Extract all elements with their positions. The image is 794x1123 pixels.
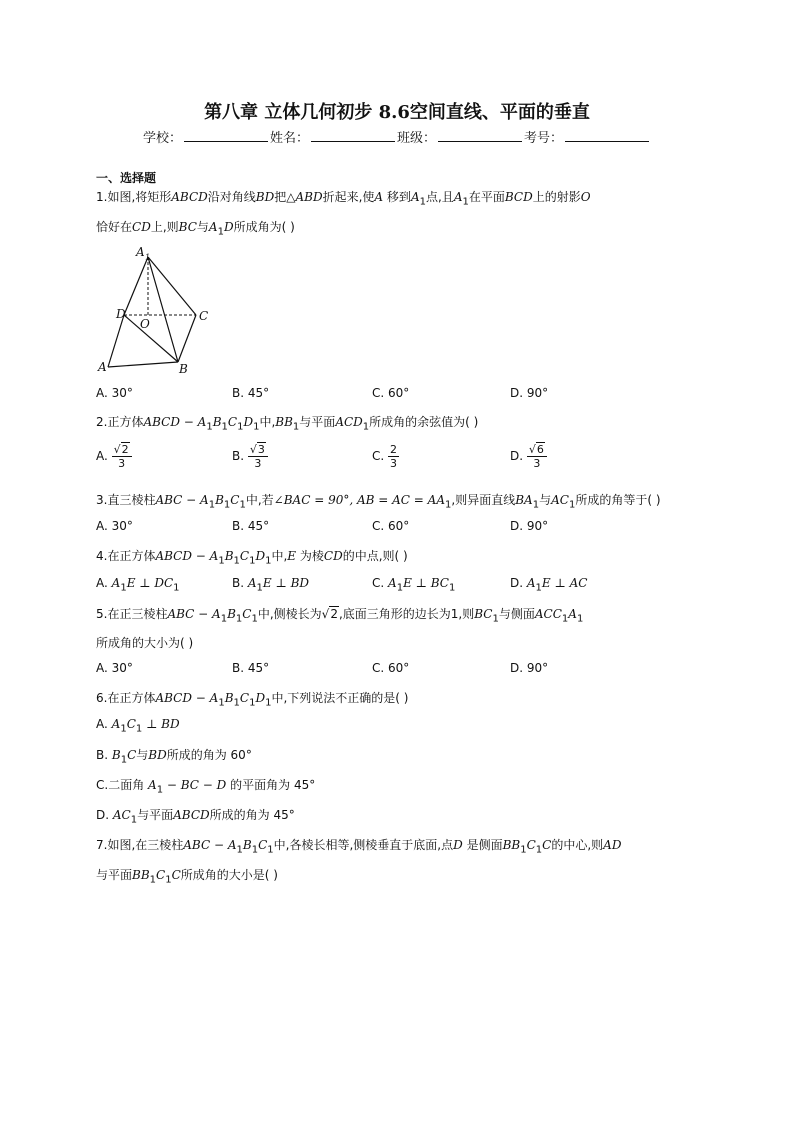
q4-option-c[interactable]: C. $A_1E$ ⊥ $BC_1$	[372, 576, 456, 594]
q3-option-c[interactable]: C. 60°	[372, 519, 410, 533]
question-2: 2.正方体ABCD − $A_1B_1C_1D_1$中$,BB_1$与平面$ACD_1$所成角的余弦值为( )	[96, 415, 479, 433]
label-a1-sub: 1	[145, 253, 151, 262]
label-a: A	[98, 360, 107, 374]
question-4: 4.在正方体ABCD − $A_1B_1C_1D_1$中,E 为棱CD的中点,则( )	[96, 549, 408, 567]
question-1-line-2: 恰好在CD上,则BC与$A_1D$所成角为( )	[96, 220, 295, 238]
q2-option-d[interactable]: D. $\frac{√6}{3}$	[510, 443, 547, 470]
page-title: 第八章 立体几何初步 8.6空间直线、平面的垂直	[204, 102, 590, 123]
q1-option-b[interactable]: B. 45°	[232, 386, 270, 400]
q5-option-c[interactable]: C. 60°	[372, 661, 410, 675]
q5-option-b[interactable]: B. 45°	[232, 661, 270, 675]
question-7-line-1: 7.如图,在三棱柱ABC − $A_1B_1C_1$中,各棱长相等,侧棱垂直于底面,点D 是侧面$BB_1C_1C$的中心,则AD	[96, 838, 622, 856]
class-label: 班级：	[397, 131, 437, 146]
q2-option-c[interactable]: C. $\frac{2}{3}$	[372, 443, 398, 470]
question-5-line-1: 5.在正三棱柱ABC − $A_1B_1C_1$中,侧棱长为√2,底面三角形的边长为1,则$BC_1$与侧面$ACC_1A_1$	[96, 607, 584, 625]
q4-option-d[interactable]: D. $A_1E$ ⊥ AC	[510, 576, 588, 594]
q6-option-d[interactable]: D. $AC_1$与平面ABCD所成的角为 45°	[96, 808, 295, 826]
q3-option-d[interactable]: D. 90°	[510, 519, 549, 533]
student-info-row	[0, 127, 794, 146]
label-o: O	[140, 317, 150, 331]
q3-option-b[interactable]: B. 45°	[232, 519, 270, 533]
q2-option-b[interactable]: B. $\frac{√3}{3}$	[232, 443, 268, 470]
question-3: 3.直三棱柱ABC − $A_1B_1C_1$中,若∠BAC = 90°, AB = AC = $AA_1$,则异面直线$BA_1$与$AC_1$所成的角等于( )	[96, 493, 661, 511]
school-label: 学校：	[142, 131, 182, 146]
q1-option-a[interactable]: A. 30°	[96, 386, 133, 400]
question-7-line-2: 与平面$BB_1C_1C$所成角的大小是( )	[96, 868, 278, 886]
q2-option-a[interactable]: A. $\frac{√2}{3}$	[96, 443, 132, 470]
label-b: B	[179, 362, 188, 375]
question-1-line-1: 1.如图,将矩形ABCD沿对角线BD把△ABD折起来,使A 移到$A_1$点,且$A_1$在平面BCD上的射影O	[96, 190, 591, 208]
q4-option-a[interactable]: A. $A_1E$ ⊥ $DC_1$	[96, 576, 180, 594]
name-label: 姓名：	[269, 131, 309, 146]
number-label: 考号：	[524, 131, 564, 146]
label-c: C	[199, 309, 209, 323]
q6-option-c[interactable]: C.二面角 $A_1$ − BC − D 的平面角为 45°	[96, 778, 316, 796]
question-1-figure	[96, 240, 226, 375]
question-5-line-2: 所成角的大小为( )	[96, 636, 194, 650]
q1-option-d[interactable]: D. 90°	[510, 386, 549, 400]
section-heading: 一、选择题	[96, 171, 157, 185]
q5-option-a[interactable]: A. 30°	[96, 661, 133, 675]
number-blank[interactable]	[565, 129, 649, 142]
question-6: 6.在正方体ABCD − $A_1B_1C_1D_1$中,下列说法不正确的是( )	[96, 691, 409, 709]
label-a1: A	[136, 245, 145, 259]
q3-option-a[interactable]: A. 30°	[96, 519, 133, 533]
class-blank[interactable]	[438, 129, 522, 142]
q6-option-b[interactable]: B. $B_1C$与BD所成的角为 60°	[96, 748, 252, 766]
name-blank[interactable]	[311, 129, 395, 142]
q4-option-b[interactable]: B. $A_1E$ ⊥ BD	[232, 576, 310, 594]
label-d: D	[116, 307, 126, 321]
q5-option-d[interactable]: D. 90°	[510, 661, 549, 675]
q1-option-c[interactable]: C. 60°	[372, 386, 410, 400]
school-blank[interactable]	[184, 129, 268, 142]
q6-option-a[interactable]: A. $A_1C_1$ ⊥ BD	[96, 717, 180, 735]
